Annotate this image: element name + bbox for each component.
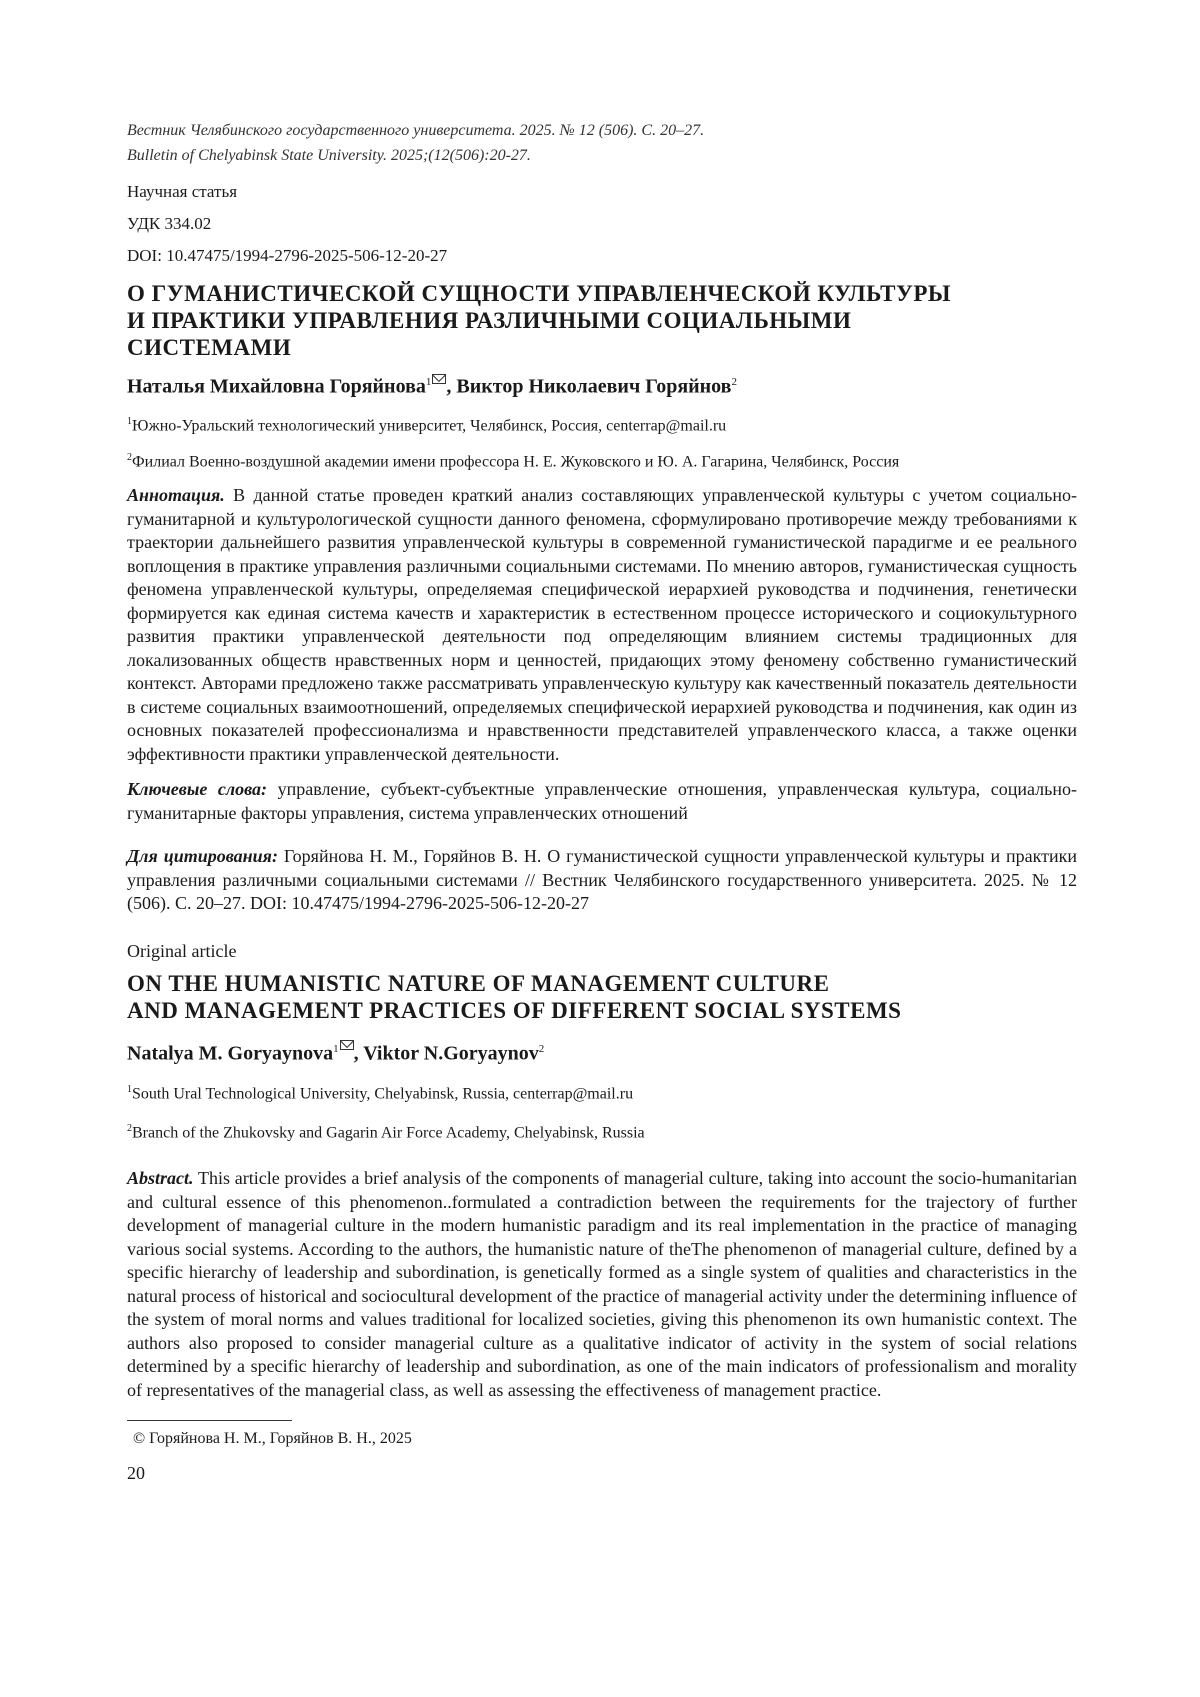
abstract-text: This article provides a brief analysis of the components of managerial culture, taking into account the socio-humanitarian and cultural essence of this phenomenon..formulated a contradiction between the requirements for the trajectory of further development of managerial culture in the modern humanistic paradigm and its real implementation in the practice of managing various social systems. According to the authors, the humanistic nature of theThe phenomenon of managerial culture, defined by a specific hierarchy of leadership and subordination, is genetically formed as a single system of qualities and characteristics in the natural process of historical and sociocultural development of the practice of managerial activity under the determining influence of the system of moral norms and values traditional for localized societies, giving this phenomenon its own humanistic context. The authors also proposed to consider managerial culture as a qualitative indicator of activity in the system of social relations determined by a specific hierarchy of leadership and subordination, as one of the main indicators of professionalism and morality of representatives of the managerial class, as well as assessing the effectiveness of management practice. <box>127 1168 1077 1400</box>
page-number: 20 <box>127 1463 145 1484</box>
article-type-ru: Научная статья <box>127 182 238 201</box>
affiliation-en-1 <box>127 1080 1077 1104</box>
citation-text: Горяйнова Н. М., Горяйнов В. Н. О гуманистической сущности управленческой культуры и практики управления различными социальными системами // Вестник Челябинского государственного университета. 2025. № 12 (506). С. 20–27. DOI: 10.47475/1994-2796-2025-506-12-20-27 <box>127 846 1077 914</box>
author-separator: , <box>446 375 457 398</box>
abstract-label: Abstract. <box>127 1168 194 1189</box>
author-affil-marker: 1 <box>333 1042 339 1055</box>
abstract-label: Аннотация. <box>127 485 225 506</box>
affil-text: Филиал Военно-воздушной академии имени профессора Н. Е. Жуковского и Ю. А. Гагарина, Челябинск, Россия <box>132 453 900 471</box>
journal-header <box>127 118 1077 168</box>
title-line: СИСТЕМАМИ <box>127 335 292 360</box>
article-page <box>127 118 1077 1484</box>
affil-marker: 1 <box>127 1084 132 1096</box>
article-type-en: Original article <box>127 940 237 961</box>
author-name: Viktor N.Goryaynov <box>363 1042 539 1065</box>
title-line: AND MANAGEMENT PRACTICES OF DIFFERENT SOCIAL SYSTEMS <box>127 997 902 1023</box>
article-title-en <box>127 970 1077 1024</box>
keywords-label: Ключевые слова: <box>127 779 268 800</box>
author-affil-marker: 1 <box>425 376 432 388</box>
affiliation-en-2 <box>127 1119 1077 1143</box>
author-name: Natalya M. Goryaynova <box>127 1042 334 1065</box>
envelope-icon[interactable] <box>340 1040 354 1050</box>
footnote-divider <box>127 1420 292 1421</box>
citation-label: Для цитирования: <box>127 846 278 867</box>
authors-ru <box>127 369 1077 400</box>
author-affil-marker: 2 <box>538 1042 545 1055</box>
affil-text: Южно-Уральский технологический университет, Челябинск, Россия, centerrap@mail.ru <box>132 416 727 434</box>
abstract-ru <box>127 484 1077 766</box>
keywords-ru <box>127 778 1077 825</box>
doi-link[interactable]: DOI: 10.47475/1994-2796-2025-506-12-20-27 <box>127 246 448 265</box>
author-name: Наталья Михайловна Горяйнова <box>127 375 426 398</box>
envelope-icon[interactable] <box>432 374 446 384</box>
title-line: И ПРАКТИКИ УПРАВЛЕНИЯ РАЗЛИЧНЫМИ СОЦИАЛЬНЫМИ <box>127 308 852 333</box>
author-affil-marker: 2 <box>731 376 737 388</box>
author-separator: , <box>353 1042 364 1065</box>
udk-code: УДК 334.02 <box>127 214 212 233</box>
article-title-ru <box>127 280 1077 361</box>
journal-citation-en: Bulletin of Chelyabinsk State University. 2025;(12(506):20-27. <box>127 147 531 164</box>
affiliation-ru-1 <box>127 412 1077 436</box>
abstract-text: В данной статье проведен краткий анализ составляющих управленческой культуры с учетом социально-гуманитарной и культурологической сущности данного феномена, сформулировано противоречие между требованиями к траектории дальнейшего развития управленческой культуры в современной гуманистической парадигме и ее реального воплощения в практике управления различными социальными системами. По мнению авторов, гуманистическая сущность феномена управленческой культуры, определяемая специфической иерархией руководства и подчинения, генетически формируется как единая система качеств и характеристик в естественном процессе исторического и социокультурного развития практики управленческой деятельности под определяющим влиянием системы традиционных для локализованных обществ нравственных норм и ценностей, придающих этому феномену собственно гуманистический контекст. Авторами предложено также рассматривать управленческую культуру как качественный показатель деятельности в системе социальных взаимоотношений, определяемых специфической иерархией руководства и подчинения, как один из основных показателей профессионализма и нравственности представителей управленческого класса, а также оценки эффективности практики управленческой деятельности. <box>127 485 1077 764</box>
affiliation-ru-2 <box>127 448 1077 472</box>
copyright-notice: © Горяйнова Н. М., Горяйнов В. Н., 2025 <box>133 1430 412 1448</box>
journal-citation-ru: Вестник Челябинского государственного университета. 2025. № 12 (506). С. 20–27. <box>127 122 705 139</box>
title-line: ON THE HUMANISTIC NATURE OF MANAGEMENT CULTURE <box>127 970 830 996</box>
affil-text: South Ural Technological University, Chelyabinsk, Russia, centerrap@mail.ru <box>132 1085 634 1103</box>
author-name: Виктор Николаевич Горяйнов <box>456 375 732 398</box>
affil-marker: 2 <box>127 1122 132 1134</box>
abstract-en <box>127 1167 1077 1402</box>
affil-text: Branch of the Zhukovsky and Gagarin Air Force Academy, Chelyabinsk, Russia <box>132 1124 645 1142</box>
authors-en <box>127 1036 1077 1067</box>
affil-marker: 1 <box>127 415 132 427</box>
title-line: О ГУМАНИСТИЧЕСКОЙ СУЩНОСТИ УПРАВЛЕНЧЕСКОЙ КУЛЬТУРЫ <box>127 281 951 306</box>
keywords-text: управление, субъект-субъектные управленческие отношения, управленческая культура, социально-гуманитарные факторы управления, система управленческих отношений <box>127 779 1077 823</box>
affil-marker: 2 <box>127 451 132 463</box>
citation-ru <box>127 845 1077 916</box>
